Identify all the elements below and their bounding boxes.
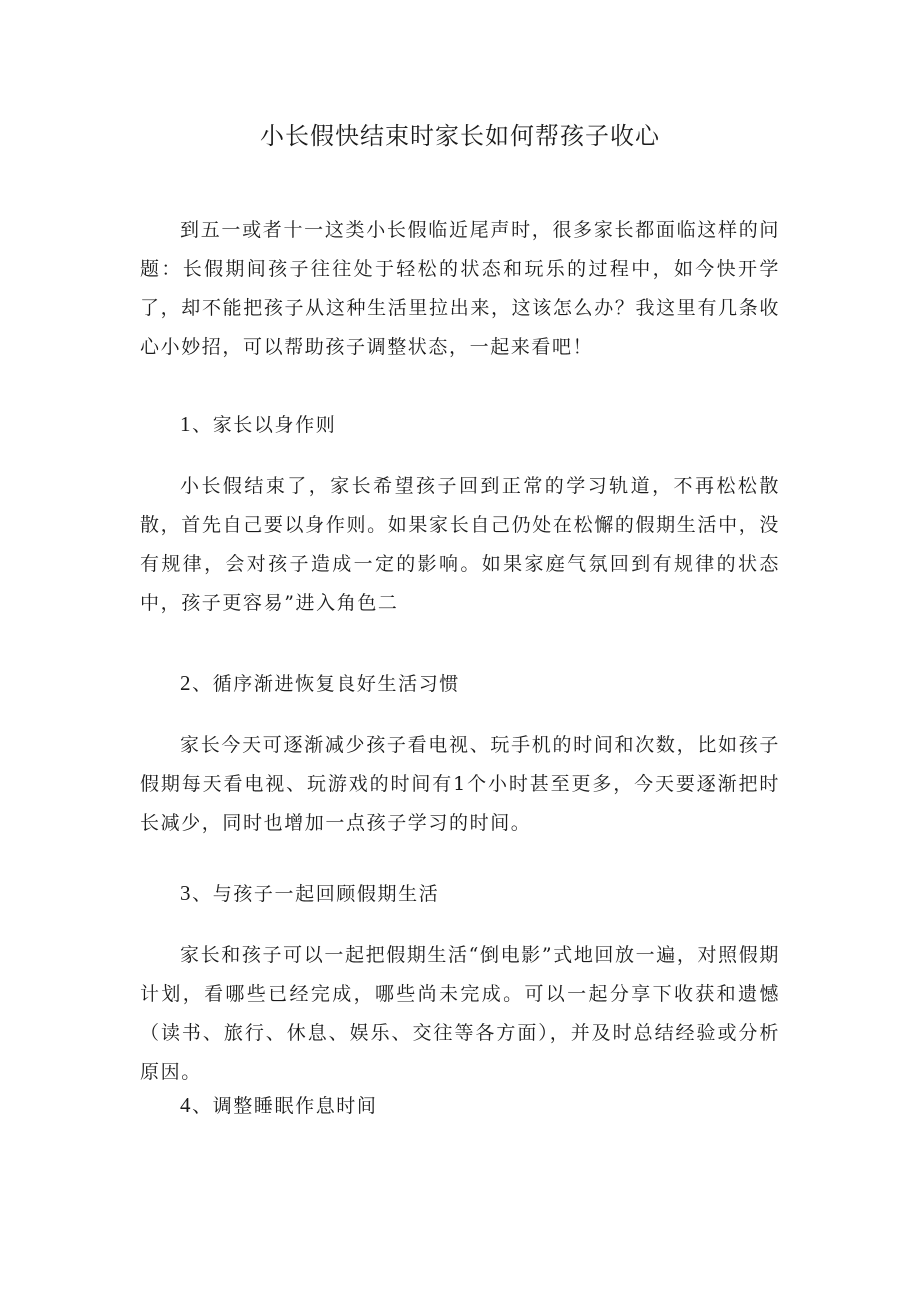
intro-paragraph: 到五一或者十一这类小长假临近尾声时，很多家长都面临这样的问题：长假期间孩子往往处于轻松的状态和玩乐的过程中，如今快开学了，却不能把孩子从这种生活里拉出来，这该怎么办？我这里有几条收心小妙招，可以帮助孩子调整状态，一起来看吧！ bbox=[140, 219, 780, 358]
section-number: 3 bbox=[180, 881, 193, 905]
section-body-1: 小长假结束了，家长希望孩子回到正常的学习轨道，不再松松散散，首先自己要以身作则。如果家长自己仍处在松懈的假期生活中，没有规律，会对孩子造成一定的影响。如果家庭气氛回到有规律的状态中，孩子更容易”进入角色二 bbox=[140, 475, 780, 614]
section-heading-4 bbox=[180, 1086, 780, 1126]
document-title: 小长假快结束时家长如何帮孩子收心 bbox=[260, 122, 660, 150]
section-heading-1 bbox=[180, 405, 780, 445]
section-heading-3 bbox=[180, 874, 780, 914]
section-heading-text: 、家长以身作则 bbox=[192, 414, 337, 436]
section-heading-text: 、调整睡眠作息时间 bbox=[192, 1095, 378, 1117]
section-body-2: 家长今天可逐渐减少孩子看电视、玩手机的时间和次数，比如孩子假期每天看电视、玩游戏的时间有1个小时甚至更多，今天要逐渐把时长减少，同时也增加一点孩子学习的时间。 bbox=[140, 734, 780, 834]
section-heading-text: 、与孩子一起回顾假期生活 bbox=[192, 883, 440, 905]
section-number: 1 bbox=[180, 412, 193, 436]
section-body-3: 家长和孩子可以一起把假期生活“倒电影”式地回放一遍，对照假期计划，看哪些已经完成，哪些尚未完成。可以一起分享下收获和遗憾（读书、旅行、休息、娱乐、交往等各方面），并及时总结经验或分析原因。 bbox=[140, 944, 780, 1083]
section-number: 4 bbox=[180, 1093, 193, 1117]
section-number: 2 bbox=[180, 671, 193, 695]
section-heading-2 bbox=[180, 664, 780, 704]
section-heading-text: 、循序渐进恢复良好生活习惯 bbox=[192, 673, 460, 695]
